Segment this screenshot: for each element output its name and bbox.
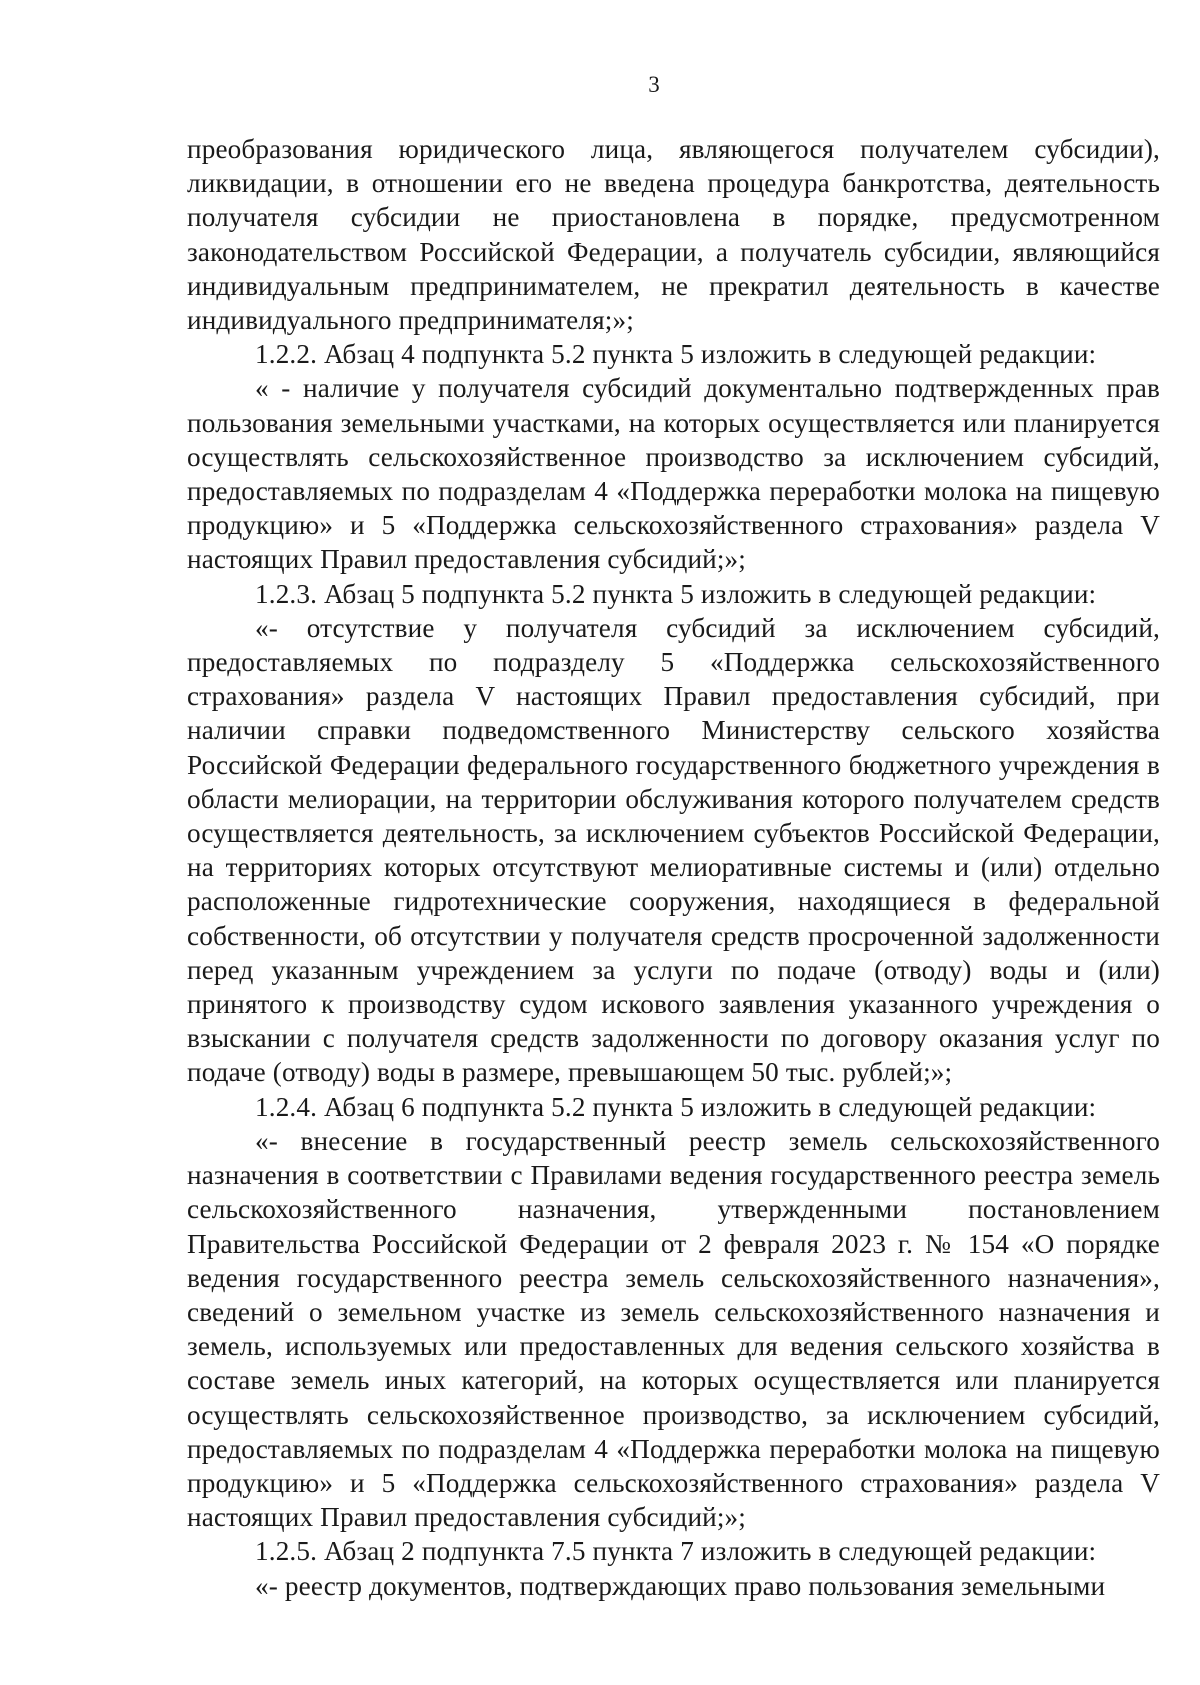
paragraph-quote-1-2-4: «- внесение в государственный реестр земель сельскохозяйственного назначения в соответствии с Правилами ведения государственного реестра земель сельскохозяйственного назначения, утвержденными постановлением Правительства Российской Федерации от 2 февраля 2023 г. № 154 «О порядке ведения государственного реестра земель сельскохозяйственного назначения», сведений о земельном участке из земель сельскохозяйственного назначения и земель, используемых или предоставленных для ведения сельского хозяйства в составе земель иных категорий, на которых осуществляется или планируется осуществлять сельскохозяйственное производство, за исключением субсидий, предоставляемых по подразделам 4 «Поддержка переработки молока на пищевую продукцию» и 5 «Поддержка сельскохозяйственного страхования» раздела V настоящих Правил предоставления субсидий;»; xyxy=(187,1125,1160,1533)
paragraph-quote-1-2-3: «- отсутствие у получателя субсидий за исключением субсидий, предоставляемых по подразделу 5 «Поддержка сельскохозяйственного страхования» раздела V настоящих Правил предоставления субсидий, при наличии справки подведомственного Министерству сельского хозяйства Российской Федерации федерального государственного бюджетного учреждения в области мелиорации, на территории обслуживания которого получателем средств осуществляется деятельность, за исключением субъектов Российской Федерации, на территориях которых отсутствуют мелиоративные системы и (или) отдельно расположенные гидротехнические сооружения, находящиеся в федеральной собственности, об отсутствии у получателя средств просроченной задолженности перед указанным учреждением за услуги по подаче (отводу) воды и (или) принятого к производству судом искового заявления указанного учреждения о взыскании с получателя средств задолженности по договору оказания услуг по подаче (отводу) воды в размере, превышающем 50 тыс. рублей;»; xyxy=(187,612,1160,1088)
paragraph-continuation: преобразования юридического лица, являющегося получателем субсидии), ликвидации, в отношении его не введена процедура банкротства, деятельность получателя субсидии не приостановлена в порядке, предусмотренном законодательством Российской Федерации, а получатель субсидии, являющийся индивидуальным предпринимателем, не прекратил деятельность в качестве индивидуального предпринимателя;»; xyxy=(187,134,1160,336)
document-body xyxy=(187,132,1160,1603)
paragraph-item-1-2-5: 1.2.5. Абзац 2 подпункта 7.5 пункта 7 изложить в следующей редакции: xyxy=(255,1536,1097,1567)
page-number: 3 xyxy=(648,72,660,97)
paragraph-item-1-2-3: 1.2.3. Абзац 5 подпункта 5.2 пункта 5 изложить в следующей редакции: xyxy=(255,578,1097,609)
paragraph-quote-1-2-5: «- реестр документов, подтверждающих право пользования земельными xyxy=(255,1570,1106,1601)
paragraph-quote-1-2-2: « - наличие у получателя субсидий документально подтвержденных прав пользования земельными участками, на которых осуществляется или планируется осуществлять сельскохозяйственное производство за исключением субсидий, предоставляемых по подразделам 4 «Поддержка переработки молока на пищевую продукцию» и 5 «Поддержка сельскохозяйственного страхования» раздела V настоящих Правил предоставления субсидий;»; xyxy=(187,373,1160,575)
paragraph-item-1-2-4: 1.2.4. Абзац 6 подпункта 5.2 пункта 5 изложить в следующей редакции: xyxy=(255,1091,1097,1122)
paragraph-item-1-2-2: 1.2.2. Абзац 4 подпункта 5.2 пункта 5 изложить в следующей редакции: xyxy=(255,339,1097,370)
